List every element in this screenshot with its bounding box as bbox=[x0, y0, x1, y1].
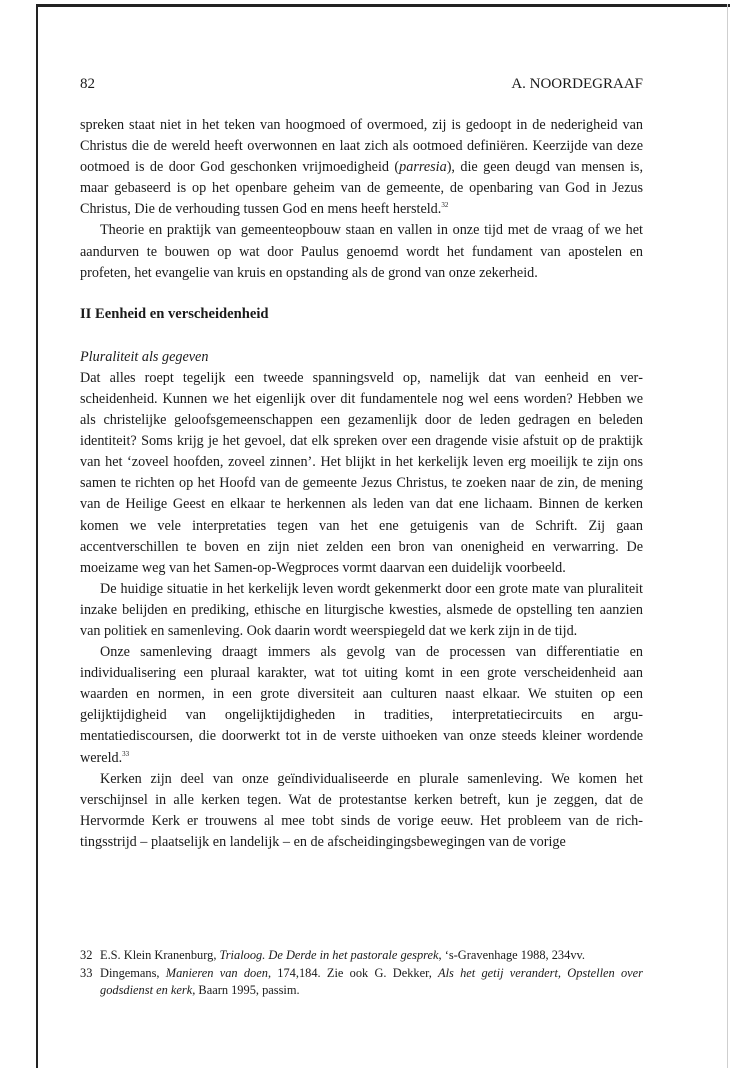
footnotes bbox=[80, 947, 643, 1000]
page-content bbox=[80, 74, 643, 853]
running-head bbox=[80, 74, 643, 94]
paragraph-6: Kerken zijn deel van onze geïndividualiseerde en plurale samenleving. We komen het verschijnsel in alle kerken tegen. Wat de protestantse kerken betreft, kun je zeggen, dat de Hervormde Kerk er trouwens al mee tobt sinds de vorige eeuw. Het probleem van de richtingsstrijd – plaatselijk en landelijk – en de afscheidingingsbewegingen van de vorige bbox=[80, 770, 643, 850]
footnote-text: Dingemans, Manieren van doen, 174,184. Zie ook G. Dekker, Als het getij verandert, Opstellen over godsdienst en kerk, Baarn 1995, passim. bbox=[100, 965, 643, 997]
author-name: A. NOORDEGRAAF bbox=[511, 76, 643, 92]
footnote-ref-33[interactable]: 33 bbox=[122, 749, 130, 758]
footnote-number: 33 bbox=[80, 965, 93, 980]
paragraph-5: Onze samenleving draagt immers als gevolg van de processen van differentiatie en individualisering een pluraal karakter, wat tot uiting komt in een grote verscheidenheid aan waarden en normen, in een grote diversiteit aan culturen naast elkaar. We stuiten op een gelijktijdigheid van ongelijktijdigheden in tradities, interpretatiecircuits en argumentatiediscoursen, die doorwerkt tot in de verste uithoeken van onze steeds kleiner wordende wereld.$^{33}$ bbox=[80, 644, 643, 766]
subheading: Pluraliteit als gegeven bbox=[80, 348, 209, 365]
footnote-number: 32 bbox=[80, 948, 93, 962]
paragraph-3: Dat alles roept tegelijk een tweede spanningsveld op, namelijk dat van eenheid en verscheidenheid. Kunnen we het eigenlijk over dit fundamentele nog wel eens worden? Hebben we als christelijke geloofsgemeenschappen een gezamenlijk door de leden gedragen en beleden identiteit? Soms krijg je het gevoel, dat elk spreken over een dragende visie afstuit op de praktijk van het ‘zoveel hoofden, zoveel zinnen’. Het blijkt in het kerkelijk leven erg moeilijk te zijn ons samen te richten op het Hoofd van de gemeente Jezus Christus, te zoeken naar de zin, de mening van de Heilige Geest en elkaar te herkennen als leden van dat ene lichaam. Binnen de kerken komen we vele interpretaties tegen van het ene getuigenis van de Schrift. Zij gaan accentverschillen te boven en zijn niet zelden een bron van onenigheid en verwarring. De moeizame weg van het Samen-op-Wegproces vormt daarvan een duidelijk voorbeeld. bbox=[80, 369, 643, 576]
scan-border-top bbox=[36, 4, 730, 7]
footnote-text: E.S. Klein Kranenburg, Trialoog. De Derde in het pastorale gesprek, ‘s-Gravenhage 1988, 234vv. bbox=[100, 948, 585, 962]
footnote-33 bbox=[80, 965, 643, 1000]
scan-border-right bbox=[727, 4, 728, 1068]
page-number: 82 bbox=[80, 76, 95, 92]
section-heading: II Eenheid en verscheidenheid bbox=[80, 305, 269, 322]
parresia-term: parresia bbox=[399, 159, 447, 176]
paragraph-4: De huidige situatie in het kerkelijk leven wordt gekenmerkt door een grote mate van pluraliteit inzake belijden en prediking, ethische en liturgische kwesties, alsmede de opstelling ten aanzien van politiek en samenleving. Ook daarin wordt weerspiegeld dat we kerk zijn in de tijd. bbox=[80, 580, 643, 639]
body-text bbox=[80, 115, 643, 853]
scan-border-left bbox=[36, 4, 38, 1068]
footnote-ref-32[interactable]: 32 bbox=[441, 201, 449, 210]
paragraph-2: Theorie en praktijk van gemeenteopbouw staan en vallen in onze tijd met de vraag of we het aandurven te bouwen op wat door Paulus genoemd wordt het fundament van apostelen en profeten, het evangelie van kruis en opstanding als de grond van onze zekerheid. bbox=[80, 222, 643, 281]
paragraph-1: spreken staat niet in het teken van hoogmoed of overmoed, zij is gedoopt in de nederigheid van Christus die de wereld heeft overwonnen en laat zich als ootmoed definiëren. Keerzijde van deze ootmoed is de door God geschonken vrijmoedigheid (parresia), die geen deugd van mensen is, maar gebaseerd is op het openbare geheim van de gemeente, de openbaring van God in Jezus Christus, Die de verhouding tussen God en mens heeft hersteld.$^{32}$ bbox=[80, 117, 644, 218]
footnote-32 bbox=[80, 947, 643, 965]
